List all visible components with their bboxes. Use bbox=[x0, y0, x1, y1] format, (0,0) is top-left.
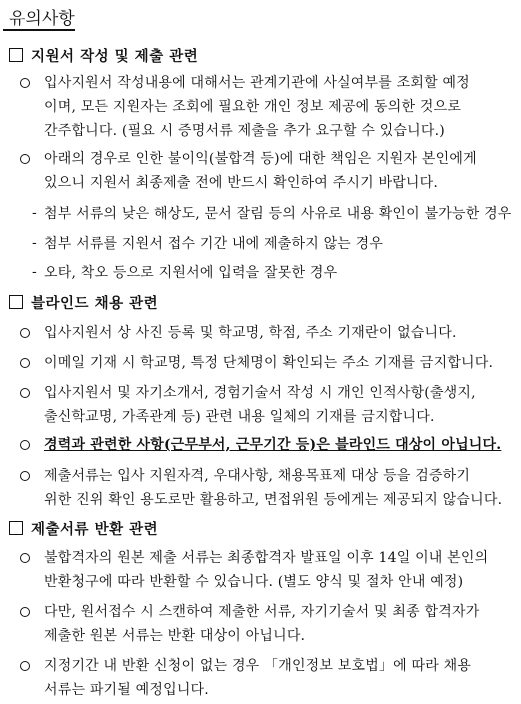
item-line: 입사지원서 작성내용에 대해서는 관계기관에 사실여부를 조회할 예정 bbox=[44, 75, 470, 91]
item-line: 반환청구에 따라 반환할 수 있습니다. (별도 양식 및 절차 안내 예정) bbox=[44, 574, 464, 590]
item-line: 있으니 지원서 최종제출 전에 반드시 확인하여 주시기 바랍니다. bbox=[44, 175, 439, 191]
circle-bullet-icon bbox=[20, 553, 30, 563]
item-line: 지정기간 내 반환 신청이 없는 경우 「개인정보 보호법」에 따라 채용 bbox=[44, 658, 472, 674]
section-heading-text: 블라인드 채용 관련 bbox=[31, 295, 159, 312]
circle-bullet-icon bbox=[20, 154, 30, 164]
section-heading-return bbox=[9, 518, 158, 539]
circle-bullet-icon bbox=[20, 661, 30, 671]
section-heading-blind bbox=[9, 292, 158, 313]
item-line: 첨부 서류의 낮은 해상도, 문서 잘림 등의 사유로 내용 확인이 불가능한 경우 bbox=[44, 206, 512, 222]
item-line: 이메일 기재 시 학교명, 특정 단체명이 확인되는 주소 기재를 금지합니다. bbox=[44, 355, 494, 371]
circle-bullet-icon bbox=[20, 471, 30, 481]
item-line: 첨부 서류를 지원서 접수 기간 내에 제출하지 않는 경우 bbox=[44, 236, 384, 252]
circle-bullet-icon bbox=[20, 328, 30, 338]
item-line: 제출서류는 입사 지원자격, 우대사항, 채용목표제 대상 등을 검증하기 bbox=[44, 468, 471, 484]
item-line: 입사지원서 상 사진 등록 및 학교명, 학점, 주소 기재란이 없습니다. bbox=[44, 325, 457, 341]
circle-bullet-icon bbox=[20, 358, 30, 368]
item-line: 아래의 경우로 인한 불이익(불합격 등)에 대한 책임은 지원자 본인에게 bbox=[44, 151, 477, 167]
circle-bullet-icon bbox=[20, 78, 30, 88]
section-heading-text: 제출서류 반환 관련 bbox=[31, 521, 159, 538]
checkbox-square-icon bbox=[9, 295, 23, 309]
dash-bullet: - bbox=[32, 264, 37, 280]
item-line: 서류는 파기될 예정입니다. bbox=[44, 682, 209, 698]
item-line: 오타, 착오 등으로 지원서에 입력을 잘못한 경우 bbox=[44, 265, 338, 281]
circle-bullet-icon bbox=[20, 607, 30, 617]
dash-bullet: - bbox=[32, 235, 37, 251]
page-title: 유의사항 bbox=[9, 9, 75, 29]
checkbox-square-icon bbox=[9, 48, 23, 62]
section-heading-submission bbox=[9, 45, 198, 66]
item-line-emphasis: 경력과 관련한 사항(근무부서, 근무기간 등)은 블라인드 대상이 아닙니다. bbox=[44, 437, 502, 453]
section-heading-text: 지원서 작성 및 제출 관련 bbox=[31, 48, 199, 65]
item-line: 입사지원서 및 자기소개서, 경험기술서 작성 시 개인 인적사항(출생지, bbox=[44, 385, 476, 401]
checkbox-square-icon bbox=[9, 521, 23, 535]
item-line: 불합격자의 원본 제출 서류는 최종합격자 발표일 이후 14일 이내 본인의 bbox=[44, 550, 489, 566]
dash-bullet: - bbox=[32, 205, 37, 221]
title-box bbox=[3, 2, 75, 31]
item-line: 다만, 원서접수 시 스캔하여 제출한 서류, 자기기술서 및 최종 합격자가 bbox=[44, 604, 480, 620]
item-line: 제출한 원본 서류는 반환 대상이 아닙니다. bbox=[44, 628, 306, 644]
item-line: 간주합니다. (필요 시 증명서류 제출을 추가 요구할 수 있습니다.) bbox=[44, 123, 445, 139]
circle-bullet-icon bbox=[20, 388, 30, 398]
item-line: 이며, 모든 지원자는 조회에 필요한 개인 정보 제공에 동의한 것으로 bbox=[44, 99, 462, 115]
circle-bullet-icon bbox=[20, 440, 30, 450]
item-line: 출신학교명, 가족관계 등) 관련 내용 일체의 기재를 금지합니다. bbox=[44, 409, 435, 425]
item-line: 위한 진위 확인 용도로만 활용하고, 면접위원 등에게는 제공되지 않습니다. bbox=[44, 492, 503, 508]
